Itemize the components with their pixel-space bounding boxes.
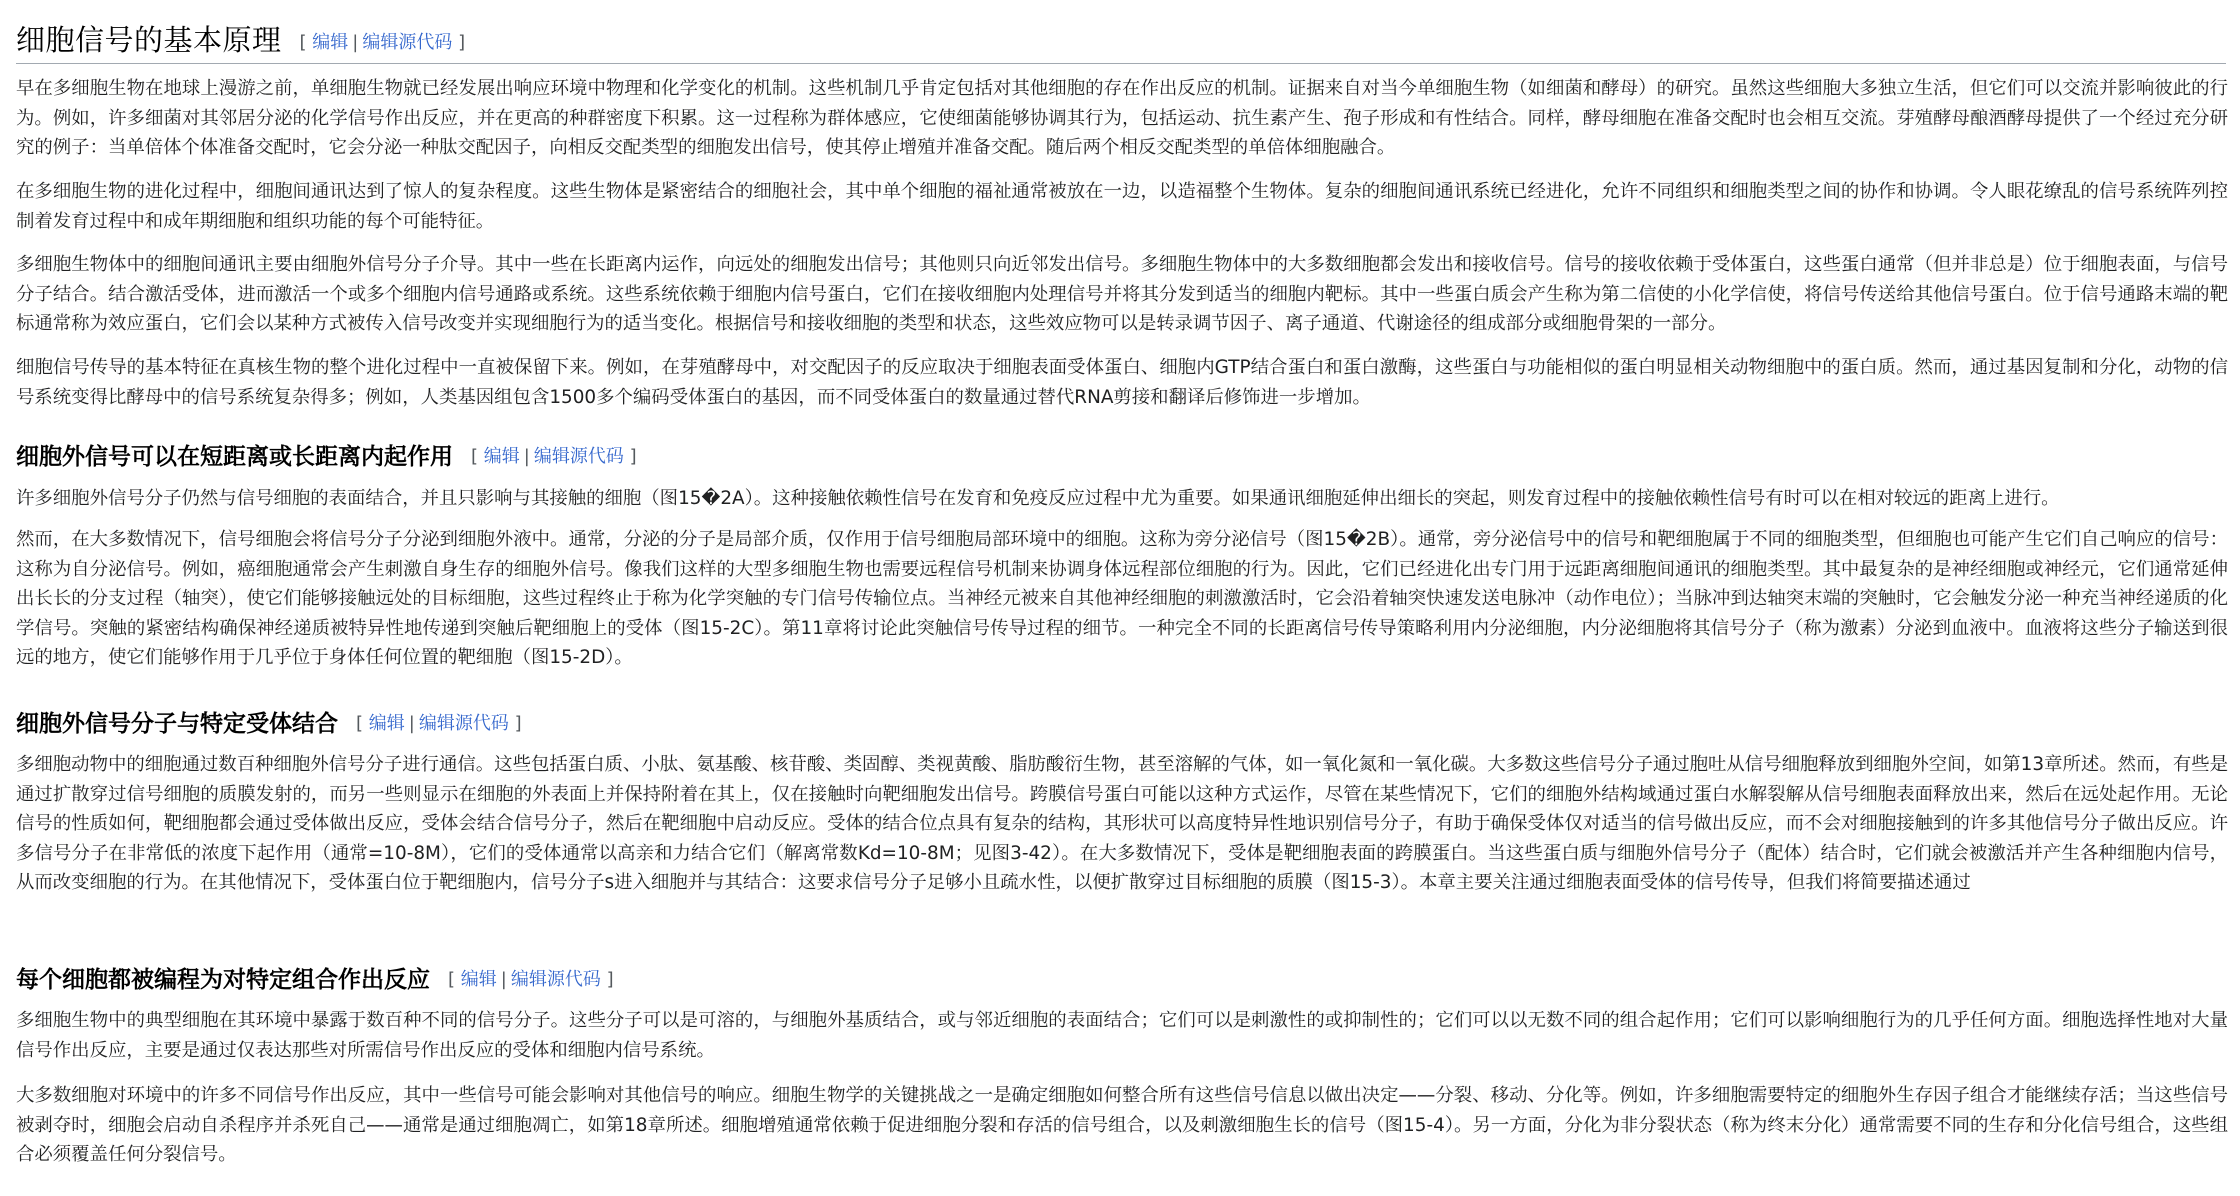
paragraph: 多细胞生物体中的细胞间通讯主要由细胞外信号分子介导。其中一些在长距离内运作，向远处的细胞发出信号；其他则只向近邻发出信号。多细胞生物体中的大多数细胞都会发出和接收信号。信号的接收依赖于受体蛋白，这些蛋白通常（但并非总是）位于细胞表面，与信号分子结合。结合激活受体，进而激活一个或多个细胞内信号通路或系统。这些系统依赖于细胞内信号蛋白，它们在接收细胞内处理信号并将其分发到适当的细胞内靶标。其中一些蛋白质会产生称为第二信使的小化学信使，将信号传送给其他信号蛋白。位于信号通路末端的靶标通常称为效应蛋白，它们会以某种方式被传入信号改变并实现细胞行为的适当变化。根据信号和接收细胞的类型和状态，这些效应物可以是转录调节因子、离子通道、代谢途径的组成部分或细胞骨架的一部分。	[16, 254, 2228, 335]
edit-links: [ 编辑 | 编辑源代码 ]	[448, 969, 614, 990]
paragraph: 早在多细胞生物在地球上漫游之前，单细胞生物就已经发展出响应环境中物理和化学变化的机制。这些机制几乎肯定包括对其他细胞的存在作出反应的机制。证据来自对当今单细胞生物（如细菌和酵母）的研究。虽然这些细胞大多独立生活，但它们可以交流并影响彼此的行为。例如，许多细菌对其邻居分泌的化学信号作出反应，并在更高的种群密度下积累。这一过程称为群体感应，它使细菌能够协调其行为，包括运动、抗生素产生、孢子形成和有性结合。同样，酵母细胞在准备交配时也会相互交流。芽殖酵母酿酒酵母提供了一个经过充分研究的例子：当单倍体个体准备交配时，它会分泌一种肽交配因子，向相反交配类型的细胞发出信号，使其停止增殖并准备交配。随后两个相反交配类型的单倍体细胞融合。	[16, 78, 2228, 159]
section-title: 细胞信号的基本原理	[16, 23, 282, 57]
section-heading	[16, 20, 2226, 64]
subsection-heading	[16, 707, 522, 741]
paragraph: 大多数细胞对环境中的许多不同信号作出反应，其中一些信号可能会影响对其他信号的响应。细胞生物学的关键挑战之一是确定细胞如何整合所有这些信号信息以做出决定——分裂、移动、分化等。例如，许多细胞需要特定的细胞外生存因子组合才能继续存活；当这些信号被剥夺时，细胞会启动自杀程序并杀死自己——通常是通过细胞凋亡，如第18章所述。细胞增殖通常依赖于促进细胞分裂和存活的信号组合，以及刺激细胞生长的信号（图15-4）。另一方面，分化为非分裂状态（称为终末分化）通常需要不同的生存和分化信号组合，这些组合必须覆盖任何分裂信号。	[16, 1085, 2228, 1166]
edit-link[interactable]: 编辑	[460, 969, 497, 990]
subsection-heading	[16, 440, 637, 474]
edit-link[interactable]: 编辑	[312, 32, 349, 53]
subsection-title: 细胞外信号可以在短距离或长距离内起作用	[16, 444, 453, 470]
edit-links: [ 编辑 | 编辑源代码 ]	[299, 32, 466, 53]
paragraph: 许多细胞外信号分子仍然与信号细胞的表面结合，并且只影响与其接触的细胞（图15�2A）。这种接触依赖性信号在发育和免疫反应过程中尤为重要。如果通讯细胞延伸出细长的突起，则发育过程中的接触依赖性信号有时可以在相对较远的距离上进行。	[16, 488, 2060, 509]
paragraph: 在多细胞生物的进化过程中，细胞间通讯达到了惊人的复杂程度。这些生物体是紧密结合的细胞社会，其中单个细胞的福祉通常被放在一边，以造福整个生物体。复杂的细胞间通讯系统已经进化，允许不同组织和细胞类型之间的协作和协调。令人眼花缭乱的信号系统阵列控制着发育过程中和成年期细胞和组织功能的每个可能特征。	[16, 181, 2228, 232]
edit-links: [ 编辑 | 编辑源代码 ]	[356, 713, 522, 734]
edit-source-link[interactable]: 编辑源代码	[362, 32, 453, 53]
edit-link[interactable]: 编辑	[368, 713, 405, 734]
paragraph: 多细胞动物中的细胞通过数百种细胞外信号分子进行通信。这些包括蛋白质、小肽、氨基酸、核苷酸、类固醇、类视黄酸、脂肪酸衍生物，甚至溶解的气体，如一氧化氮和一氧化碳。大多数这些信号分子通过胞吐从信号细胞释放到细胞外空间，如第13章所述。然而，有些是通过扩散穿过信号细胞的质膜发射的，而另一些则显示在细胞的外表面上并保持附着在其上，仅在接触时向靶细胞发出信号。跨膜信号蛋白可能以这种方式运作，尽管在某些情况下，它们的细胞外结构域通过蛋白水解裂解从信号细胞表面释放出来，然后在远处起作用。无论信号的性质如何，靶细胞都会通过受体做出反应，受体会结合信号分子，然后在靶细胞中启动反应。受体的结合位点具有复杂的结构，其形状可以高度特异性地识别信号分子，有助于确保受体仅对适当的信号做出反应，而不会对细胞接触到的许多其他信号分子做出反应。许多信号分子在非常低的浓度下起作用（通常=10-8M），它们的受体通常以高亲和力结合它们（解离常数Kd=10-8M；见图3-42）。在大多数情况下，受体是靶细胞表面的跨膜蛋白。当这些蛋白质与细胞外信号分子（配体）结合时，它们就会被激活并产生各种细胞内信号，从而改变细胞的行为。在其他情况下，受体蛋白位于靶细胞内，信号分子s进入细胞并与其结合：这要求信号分子足够小且疏水性，以便扩散穿过目标细胞的质膜（图15-3）。本章主要关注通过细胞表面受体的信号传导，但我们将简要描述通过	[16, 754, 2228, 894]
edit-source-link[interactable]: 编辑源代码	[533, 446, 624, 467]
paragraph: 细胞信号传导的基本特征在真核生物的整个进化过程中一直被保留下来。例如，在芽殖酵母中，对交配因子的反应取决于细胞表面受体蛋白、细胞内GTP结合蛋白和蛋白激酶，这些蛋白与功能相似的蛋白明显相关动物细胞中的蛋白质。然而，通过基因复制和分化，动物的信号系统变得比酵母中的信号系统复杂得多；例如，人类基因组包含1500多个编码受体蛋白的基因，而不同受体蛋白的数量通过替代RNA剪接和翻译后修饰进一步增加。	[16, 357, 2228, 408]
edit-link[interactable]: 编辑	[483, 446, 520, 467]
edit-source-link[interactable]: 编辑源代码	[510, 969, 601, 990]
edit-source-link[interactable]: 编辑源代码	[418, 713, 509, 734]
paragraph: 然而，在大多数情况下，信号细胞会将信号分子分泌到细胞外液中。通常，分泌的分子是局部介质，仅作用于信号细胞局部环境中的细胞。这称为旁分泌信号（图15�2B）。通常，旁分泌信号中的信号和靶细胞属于不同的细胞类型，但细胞也可能产生它们自己响应的信号：这称为自分泌信号。例如，癌细胞通常会产生刺激自身生存的细胞外信号。像我们这样的大型多细胞生物也需要远程信号机制来协调身体远程部位细胞的行为。因此，它们已经进化出专门用于远距离细胞间通讯的细胞类型。其中最复杂的是神经细胞或神经元，它们通常延伸出长长的分支过程（轴突），使它们能够接触远处的目标细胞，这些过程终止于称为化学突触的专门信号传输位点。当神经元被来自其他神经细胞的刺激激活时，它会沿着轴突快速发送电脉冲（动作电位）；当脉冲到达轴突末端的突触时，它会触发分泌一种充当神经递质的化学信号。突触的紧密结构确保神经递质被特异性地传递到突触后靶细胞上的受体（图15-2C）。第11章将讨论此突触信号传导过程的细节。一种完全不同的长距离信号传导策略利用内分泌细胞，内分泌细胞将其信号分子（称为激素）分泌到血液中。血液将这些分子输送到很远的地方，使它们能够作用于几乎位于身体任何位置的靶细胞（图15-2D）。	[16, 529, 2228, 669]
edit-links: [ 编辑 | 编辑源代码 ]	[471, 446, 637, 467]
subsection-title: 每个细胞都被编程为对特定组合作出反应	[16, 967, 430, 993]
subsection-heading	[16, 963, 614, 997]
paragraph: 多细胞生物中的典型细胞在其环境中暴露于数百种不同的信号分子。这些分子可以是可溶的，与细胞外基质结合，或与邻近细胞的表面结合；它们可以是刺激性的或抑制性的；它们可以以无数不同的组合起作用；它们可以影响细胞行为的几乎任何方面。细胞选择性地对大量信号作出反应，主要是通过仅表达那些对所需信号作出反应的受体和细胞内信号系统。	[16, 1010, 2228, 1061]
subsection-title: 细胞外信号分子与特定受体结合	[16, 711, 338, 737]
